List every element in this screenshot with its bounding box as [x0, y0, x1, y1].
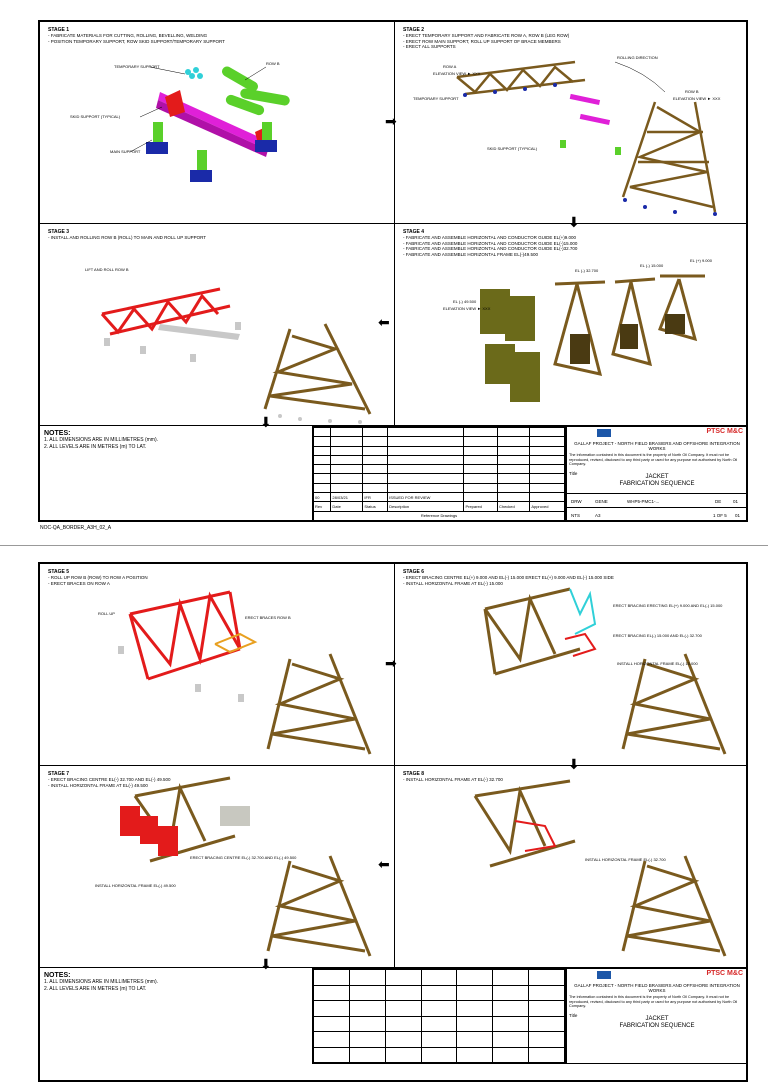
- sheet-of: 1 OF 5: [713, 513, 727, 518]
- label: EL (-) 49.500: [453, 299, 477, 304]
- notes-block: [40, 968, 312, 1064]
- label: ERECT BRACES ROW B: [245, 615, 291, 620]
- notes-title: NOTES:: [44, 430, 71, 437]
- label: ERECT BRACING ERECTING EL(+) 9.000 AND EL(-) 15.000: [613, 603, 723, 608]
- drawing-title: JACKET: [645, 474, 669, 480]
- title-block: [566, 968, 748, 1064]
- label: EL (+) 9.000: [690, 258, 712, 263]
- label: INSTALL HORIZONTAL FRAME EL(-) 49.500: [95, 883, 176, 888]
- date-cell: 28/03/21: [331, 493, 363, 502]
- label: ROLLING DIRECTION: [617, 55, 658, 60]
- stage-5-panel: [40, 564, 394, 765]
- stage-line: - FABRICATE AND ASSEMBLE HORIZONTAL AND CONDUCTOR GUIDE EL(-)32.700: [403, 246, 578, 252]
- arrow-down-icon: ⬇: [260, 956, 272, 972]
- label: ERECT BRACING CENTRE EL(-) 32.700 AND EL(-) 49.500: [190, 855, 297, 860]
- stage-2-panel: [395, 22, 748, 223]
- note-item: 1. ALL DIMENSIONS ARE IN MILLIMETRES (mm).: [44, 979, 159, 985]
- label: ERECT BRACING EL(-) 15.000 AND EL(-) 32.700: [613, 633, 702, 638]
- stage-1-drawing: [40, 22, 394, 223]
- label: TEMPORARY SUPPORT: [413, 96, 459, 101]
- stage-title: STAGE 7: [48, 771, 70, 777]
- stage-title: STAGE 1: [48, 27, 70, 33]
- drawing-subtitle: FABRICATION SEQUENCE: [619, 1023, 695, 1029]
- label: ELEVATION VIEW ► XXX: [443, 306, 491, 311]
- note-item: 2. ALL LEVELS ARE IN METRES (m) TO LAT.: [44, 444, 147, 450]
- col-header: Date: [331, 502, 363, 511]
- stage-line: - FABRICATE AND ASSEMBLE HORIZONTAL AND CONDUCTOR GUIDE EL(-)15.000: [403, 240, 578, 246]
- revision-table: [312, 426, 566, 522]
- disclaimer: The information contained in this document is the property of North Oil Company. It must not be reproduced, revised, disclosed to any third party or used for any purpose not authorised by North Oil Company.: [569, 995, 738, 1009]
- stage-title: STAGE 8: [403, 771, 425, 777]
- stage-2-drawing: [395, 22, 748, 223]
- doc-number: WHP5-PMC1-...: [627, 499, 660, 504]
- logo-icon: [597, 971, 611, 979]
- label: SKID SUPPORT (TYPICAL): [487, 146, 538, 151]
- stage-line: - ERECT BRACING CENTRE EL(+) 9.000 AND EL(-) 15.000 ERECT EL(+) 9.000 AND EL(-) 15.000 SIDE: [403, 575, 614, 581]
- label: LIFT AND ROLL ROW B: [85, 267, 129, 272]
- scale: NTS: [571, 513, 580, 518]
- drawing-frame: [38, 562, 748, 1082]
- rev-cell: 00: [314, 493, 331, 502]
- note-item: 1. ALL DIMENSIONS ARE IN MILLIMETRES (mm).: [44, 437, 159, 443]
- stage-8-panel: [395, 766, 748, 967]
- label: EL (-) 15.000: [640, 263, 664, 268]
- stage-7-panel: [40, 766, 394, 967]
- notes-title: NOTES:: [44, 972, 71, 979]
- stage-line: - ERECT BRACING CENTRE EL(-) 32.700 AND EL(-) 49.500: [48, 777, 171, 783]
- project-name: GALLAF PROJECT - NORTH FIELD BRASIERS AND OFFSHORE INTEGRATION WORKS: [574, 983, 740, 993]
- col-header: Approved: [530, 502, 565, 511]
- arrow-down-icon: ⬇: [568, 756, 580, 772]
- stage-line: - INSTALL AND ROLLING ROW B (ROLL) TO MAIN AND ROLL UP SUPPORT: [48, 235, 207, 241]
- note-item: 2. ALL LEVELS ARE IN METRES (m) TO LAT.: [44, 986, 147, 992]
- col-header: Description: [388, 502, 464, 511]
- col-header: Rev: [314, 502, 331, 511]
- stage-line: - FABRICATE MATERIALS FOR CUTTING, ROLLING, BEVELLING, WELDING: [48, 33, 208, 39]
- sheet-1: [0, 0, 768, 540]
- stage-title: STAGE 6: [403, 569, 425, 575]
- label: TEMPORARY SUPPORT: [114, 64, 160, 69]
- stage-line: - INSTALL HORIZONTAL FRAME AT EL(-) 32.700: [403, 777, 503, 783]
- arrow-right-icon: ➡: [385, 113, 397, 129]
- stage-line: - INSTALL HORIZONTAL FRAME AT EL(-) 49.500: [48, 782, 148, 788]
- paper-size: A3: [595, 513, 601, 518]
- label: ELEVATION VIEW ► XXX: [673, 96, 721, 101]
- label: ROW A: [443, 64, 457, 69]
- stage-title: STAGE 2: [403, 27, 425, 33]
- stage-7-drawing: [40, 766, 394, 967]
- stage-line: - ERECT ROW MAIN SUPPORT, ROLL UP SUPPORT OF BRACE MEMBERS: [403, 38, 561, 44]
- label: ELEVATION VIEW ► XXX: [433, 71, 481, 76]
- label: ROW B: [266, 61, 280, 66]
- arrow-right-icon: ➡: [385, 655, 397, 671]
- stage-line: - INSTALL HORIZONTAL FRAME AT EL(-) 15.000: [403, 580, 503, 586]
- title-label: Title: [569, 1013, 578, 1018]
- stage-8-drawing: [395, 766, 748, 967]
- company-logo: PTSC M&C: [706, 970, 743, 977]
- stage-5-drawing: [40, 564, 394, 765]
- revision-table: [312, 968, 566, 1064]
- disclaimer: The information contained in this document is the property of North Oil Company. It must not be reproduced, revised, disclosed to any third party or used for any purpose not authorised by North Oil Company.: [569, 453, 738, 467]
- drawing-subtitle: FABRICATION SEQUENCE: [619, 481, 695, 487]
- arrow-left-icon: ⬅: [378, 314, 390, 330]
- stage-title: STAGE 3: [48, 229, 70, 235]
- stage-title: STAGE 5: [48, 569, 70, 575]
- col-header: Prepared: [464, 502, 498, 511]
- label: ROW B: [685, 89, 699, 94]
- stage-line: - POSITION TEMPORARY SUPPORT, ROW SKID SUPPORT/TEMPORARY SUPPORT: [48, 38, 225, 44]
- sheet-2: [0, 546, 768, 1029]
- title-block: [566, 426, 748, 522]
- revision: 01: [735, 513, 741, 518]
- label: SKID SUPPORT (TYPICAL): [70, 114, 121, 119]
- stage-4-drawing: [395, 224, 748, 425]
- drawing-title: JACKET: [645, 1016, 669, 1022]
- arrow-down-icon: ⬇: [568, 214, 580, 230]
- stage-1-panel: [40, 22, 394, 223]
- project-name: GALLAF PROJECT - NORTH FIELD BRASIERS AND OFFSHORE INTEGRATION WORKS: [574, 441, 740, 451]
- stage-line: - FABRICATE AND ASSEMBLE HORIZONTAL AND CONDUCTOR GUIDE EL(+)9.000: [403, 235, 576, 241]
- arrow-left-icon: ⬅: [378, 856, 390, 872]
- stage-3-drawing: [40, 224, 394, 425]
- stage-line: - ERECT BRACES ON ROW A: [48, 580, 110, 586]
- status-cell: IFR: [363, 493, 388, 502]
- company-logo: PTSC M&C: [706, 428, 743, 435]
- stage-title: STAGE 4: [403, 229, 425, 235]
- stage-line: - ERECT TEMPORARY SUPPORT AND FABRICATE ROW A, ROW B (LEG ROW): [403, 33, 570, 39]
- stage-6-panel: [395, 564, 748, 765]
- label: INSTALL HORIZONTAL FRAME EL(-) 32.700: [585, 857, 666, 862]
- logo-icon: [597, 429, 611, 437]
- stage-line: - ERECT ALL SUPPORTS: [403, 44, 456, 50]
- arrow-down-icon: ⬇: [260, 414, 272, 430]
- col-header: Checked: [497, 502, 529, 511]
- sheet-number: 01: [733, 499, 739, 504]
- label: ROLL UP: [98, 611, 115, 616]
- desc-cell: ISSUED FOR REVIEW: [388, 493, 464, 502]
- sheet-code: DE: [715, 499, 722, 504]
- ref-drawings: Reference Drawings: [314, 511, 565, 520]
- label: INSTALL HORIZONTAL FRAME EL(-) 15.000: [617, 661, 698, 666]
- stage-line: - ROLL UP ROW B (ROW) TO ROW A POSITION: [48, 575, 148, 581]
- title-label: Title: [569, 471, 578, 476]
- stage-3-panel: [40, 224, 394, 425]
- notes-block: [40, 426, 312, 522]
- label: MAIN SUPPORT: [110, 149, 141, 154]
- label: EL (-) 32.700: [575, 268, 599, 273]
- col-header: Status: [363, 502, 388, 511]
- border-ref: NOC-QA_BORDER_A3H_02_A: [40, 525, 112, 531]
- doc-type: DRW: [571, 499, 582, 504]
- stage-line: - FABRICATE AND ASSEMBLE HORIZONTAL FRAME EL(-)49.500: [403, 251, 538, 257]
- stage-4-panel: [395, 224, 748, 425]
- drawing-frame: [38, 20, 748, 522]
- discipline: GENE: [595, 499, 608, 504]
